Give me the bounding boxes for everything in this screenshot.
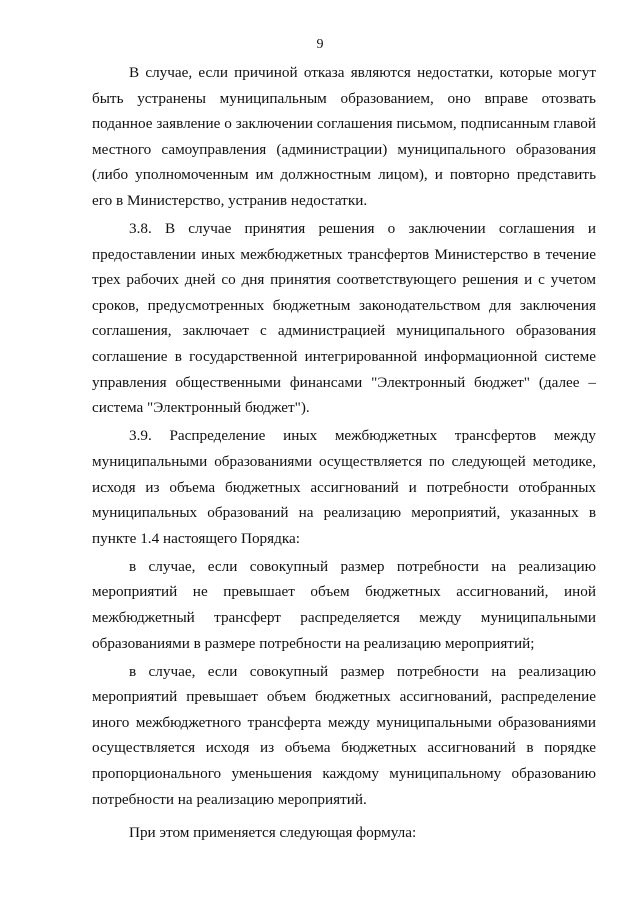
paragraph-3-9: 3.9. Распределение иных межбюджетных трансфертов между муниципальными образованиями осуществляется по следующей методике, исходя из объема бюджетных ассигнований и потребности отобранных муниципальных образований на реализацию мероприятий, указанных в пункте 1.4 настоящего Порядка: — [92, 427, 596, 547]
paragraph-case-not-exceeding: в случае, если совокупный размер потребности на реализацию мероприятий не превышает объем бюджетных ассигнований, иной межбюджетный трансферт распределяется между муниципальными образованиями в размере потребности на реализацию мероприятий; — [92, 557, 596, 652]
page-number: 9 — [316, 37, 324, 52]
paragraph-case-exceeding: в случае, если совокупный размер потребности на реализацию мероприятий превышает объем бюджетных ассигнований, распределение иного межбюджетного трансферта между муниципальными образованиями осуществляется исходя из объема бюджетных ассигнований в порядке пропорционального уменьшения каждому муниципальному образованию потребности на реализацию мероприятий. — [92, 662, 596, 808]
paragraph-formula-intro: При этом применяется следующая формула: — [129, 824, 417, 842]
paragraph-refusal-withdrawal: В случае, если причиной отказа являются недостатки, которые могут быть устранены муниципальным образованием, оно вправе отозвать поданное заявление о заключении соглашения письмом, подписанным главой местного самоуправления (администрации) муниципального образования (либо уполномоченным им должностным лицом), и повторно представить его в Министерство, устранив недостатки. — [92, 64, 596, 209]
document-body — [92, 60, 596, 846]
paragraph-3-8: 3.8. В случае принятия решения о заключении соглашения и предоставлении иных межбюджетных трансфертов Министерство в течение трех рабочих дней со дня принятия соответствующего решения и с учетом сроков, предусмотренных бюджетным законодательством для заключения соглашения, заключает с администрацией муниципального образования соглашение в государственной интегрированной информационной системе управления общественными финансами "Электронный бюджет" (далее – система "Электронный бюджет"). — [92, 220, 596, 417]
